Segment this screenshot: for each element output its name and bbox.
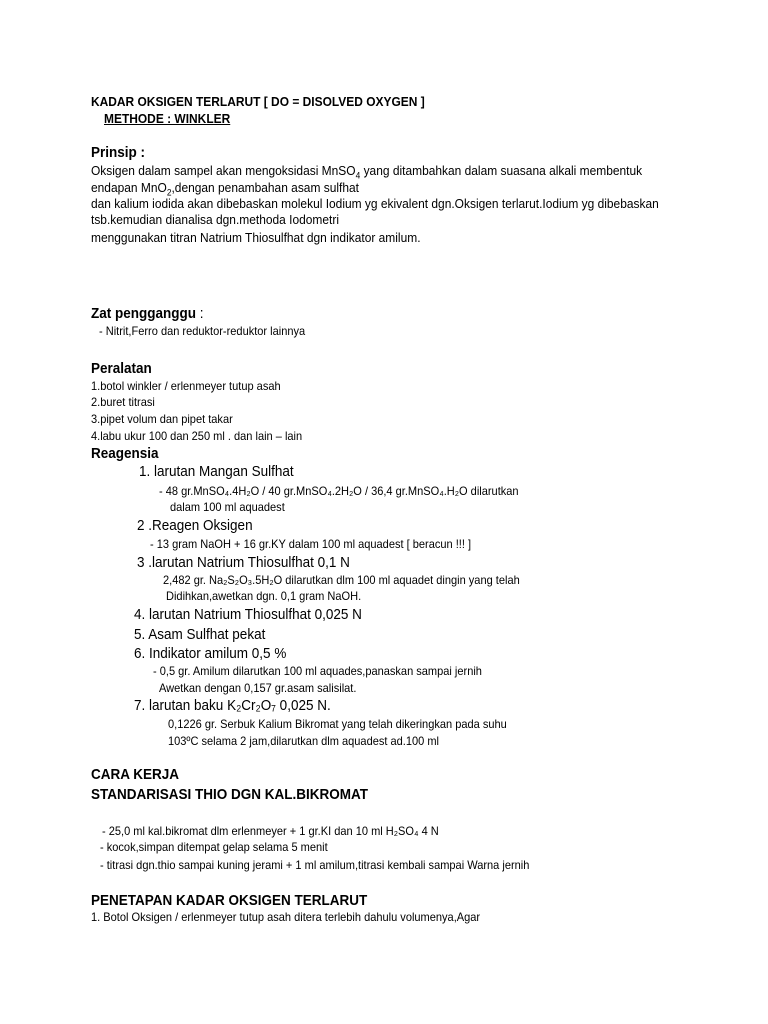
reagent-3-detail: 2,482 gr. Na₂S₂O₃.5H₂O dilarutkan dlm 100 ml aquadet dingin yang telah xyxy=(163,573,520,587)
reagent-1-title: 1. larutan Mangan Sulfhat xyxy=(139,463,294,480)
reagent-1-detail: dalam 100 ml aquadest xyxy=(170,500,285,514)
title-line-2 xyxy=(104,112,230,125)
cara-kerja-step: - titrasi dgn.thio sampai kuning jerami + 1 ml amilum,titrasi kembali sampai Warna jernih xyxy=(100,858,530,872)
peralatan-item: 4.labu ukur 100 dan 250 ml . dan lain – lain xyxy=(91,429,303,443)
pengganggu-item: - Nitrit,Ferro dan reduktor-reduktor lainnya xyxy=(99,324,306,338)
reagensia-heading: Reagensia xyxy=(91,445,159,462)
prinsip-line-2: endapan MnO$_2$,dengan penambahan asam sulfhat xyxy=(91,180,359,198)
prinsip-heading: Prinsip : xyxy=(91,144,146,161)
reagent-4-title: 4. larutan Natrium Thiosulfhat 0,025 N xyxy=(134,606,362,623)
peralatan-item: 1.botol winkler / erlenmeyer tutup asah xyxy=(91,379,281,393)
reagent-2-detail: - 13 gram NaOH + 16 gr.KY dalam 100 ml aquadest [ beracun !!! ] xyxy=(150,537,472,551)
reagent-6-detail: Awetkan dengan 0,157 gr.asam salisilat. xyxy=(159,681,357,695)
peralatan-item: 3.pipet volum dan pipet takar xyxy=(91,412,233,426)
reagent-6-title: 6. Indikator amilum 0,5 % xyxy=(134,645,287,662)
peralatan-item: 2.buret titrasi xyxy=(91,395,155,409)
title-method: METHODE : WINKLER xyxy=(104,111,231,126)
cara-kerja-heading: CARA KERJA xyxy=(91,766,180,783)
reagent-7-detail: 0,1226 gr. Serbuk Kalium Bikromat yang telah dikeringkan pada suhu xyxy=(168,717,507,731)
reagent-3-title: 3 .larutan Natrium Thiosulfhat 0,1 N xyxy=(137,554,350,571)
peralatan-heading: Peralatan xyxy=(91,360,152,377)
reagent-1-detail: - 48 gr.MnSO₄.4H₂O / 40 gr.MnSO₄.2H₂O / 36,4 gr.MnSO₄.H₂O dilarutkan xyxy=(159,484,519,498)
prinsip-line-4: tsb.kemudian dianalisa dgn.methoda Iodometri xyxy=(91,212,339,227)
prinsip-line-5: menggunakan titran Natrium Thiosulfhat dgn indikator amilum. xyxy=(91,230,421,245)
standarisasi-heading: STANDARISASI THIO DGN KAL.BIKROMAT xyxy=(91,786,368,803)
cara-kerja-step: - kocok,simpan ditempat gelap selama 5 menit xyxy=(100,840,328,854)
cara-kerja-step: - 25,0 ml kal.bikromat dlm erlenmeyer + 1 gr.KI dan 10 ml H₂SO₄ 4 N xyxy=(102,824,439,838)
penetapan-line-1: 1. Botol Oksigen / erlenmeyer tutup asah ditera terlebih dahulu volumenya,Agar xyxy=(91,910,481,924)
reagent-3-detail: Didihkan,awetkan dgn. 0,1 gram NaOH. xyxy=(166,589,362,603)
penetapan-heading: PENETAPAN KADAR OKSIGEN TERLARUT xyxy=(91,892,368,909)
prinsip-line-1: Oksigen dalam sampel akan mengoksidasi MnSO$_4$ yang ditambahkan dalam suasana alkali membentuk xyxy=(91,163,643,181)
title-line-1: KADAR OKSIGEN TERLARUT [ DO = DISOLVED OXYGEN ] xyxy=(91,94,425,109)
reagent-7-title: 7. larutan baku K₂Cr₂O₇ 0,025 N. xyxy=(134,697,331,714)
pengganggu-heading: Zat pengganggu : xyxy=(91,305,204,322)
reagent-7-detail: 103ºC selama 2 jam,dilarutkan dlm aquadest ad.100 ml xyxy=(168,734,439,748)
reagent-2-title: 2 .Reagen Oksigen xyxy=(137,517,253,534)
reagent-6-detail: - 0,5 gr. Amilum dilarutkan 100 ml aquades,panaskan sampai jernih xyxy=(153,664,482,678)
prinsip-line-3: dan kalium iodida akan dibebaskan molekul Iodium yg ekivalent dgn.Oksigen terlarut.Iodium yg dibebaskan xyxy=(91,196,659,211)
reagent-5-title: 5. Asam Sulfhat pekat xyxy=(134,626,266,643)
